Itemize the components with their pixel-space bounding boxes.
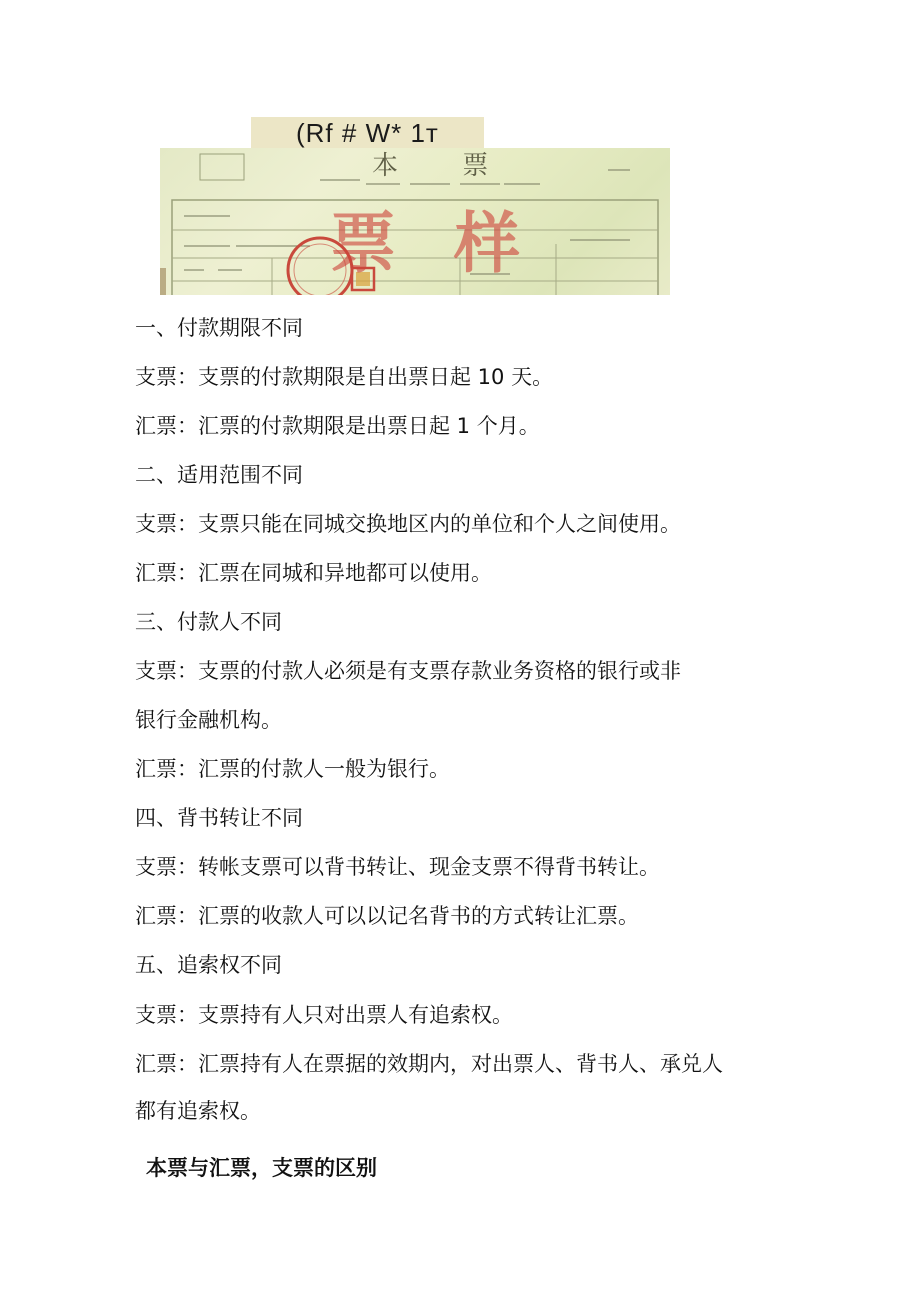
section-5-draft-line2: 都有追索权。	[135, 1099, 261, 1123]
section-3-heading: 三、付款人不同	[135, 610, 282, 634]
section-2-cheque: 支票：支票只能在同城交换地区内的单位和个人之间使用。	[135, 512, 681, 536]
section-3-draft: 汇票：汇票的付款人一般为银行。	[135, 757, 450, 781]
section-5-cheque: 支票：支票持有人只对出票人有追索权。	[135, 1003, 513, 1027]
section-1-cheque: 支票：支票的付款期限是自出票日起 10 天。	[135, 365, 554, 389]
sample-stamp-text: 票样	[330, 204, 578, 282]
document-caption: 本票与汇票，支票的区别	[146, 1156, 377, 1180]
section-4-heading: 四、背书转让不同	[135, 806, 303, 830]
section-5-draft-line1: 汇票：汇票持有人在票据的效期内，对出票人、背书人、承兑人	[135, 1052, 723, 1076]
section-1-draft: 汇票：汇票的付款期限是出票日起 1 个月。	[135, 414, 540, 438]
sample-stamp	[330, 190, 578, 285]
section-1-heading: 一、付款期限不同	[135, 316, 303, 340]
section-5-heading: 五、追索权不同	[135, 953, 282, 977]
section-3-cheque-line1: 支票：支票的付款人必须是有支票存款业务资格的银行或非	[135, 659, 681, 683]
note-title	[372, 145, 516, 182]
section-4-cheque: 支票：转帐支票可以背书转让、现金支票不得背书转让。	[135, 855, 660, 879]
section-4-draft: 汇票：汇票的收款人可以以记名背书的方式转让汇票。	[135, 904, 639, 928]
section-3-cheque-line2: 银行金融机构。	[135, 708, 282, 732]
ocr-caption-value: (Rf # W* 1т	[296, 118, 439, 148]
section-2-heading: 二、适用范围不同	[135, 463, 303, 487]
section-2-draft: 汇票：汇票在同城和异地都可以使用。	[135, 561, 492, 585]
note-title-text: 本 票	[372, 151, 517, 181]
